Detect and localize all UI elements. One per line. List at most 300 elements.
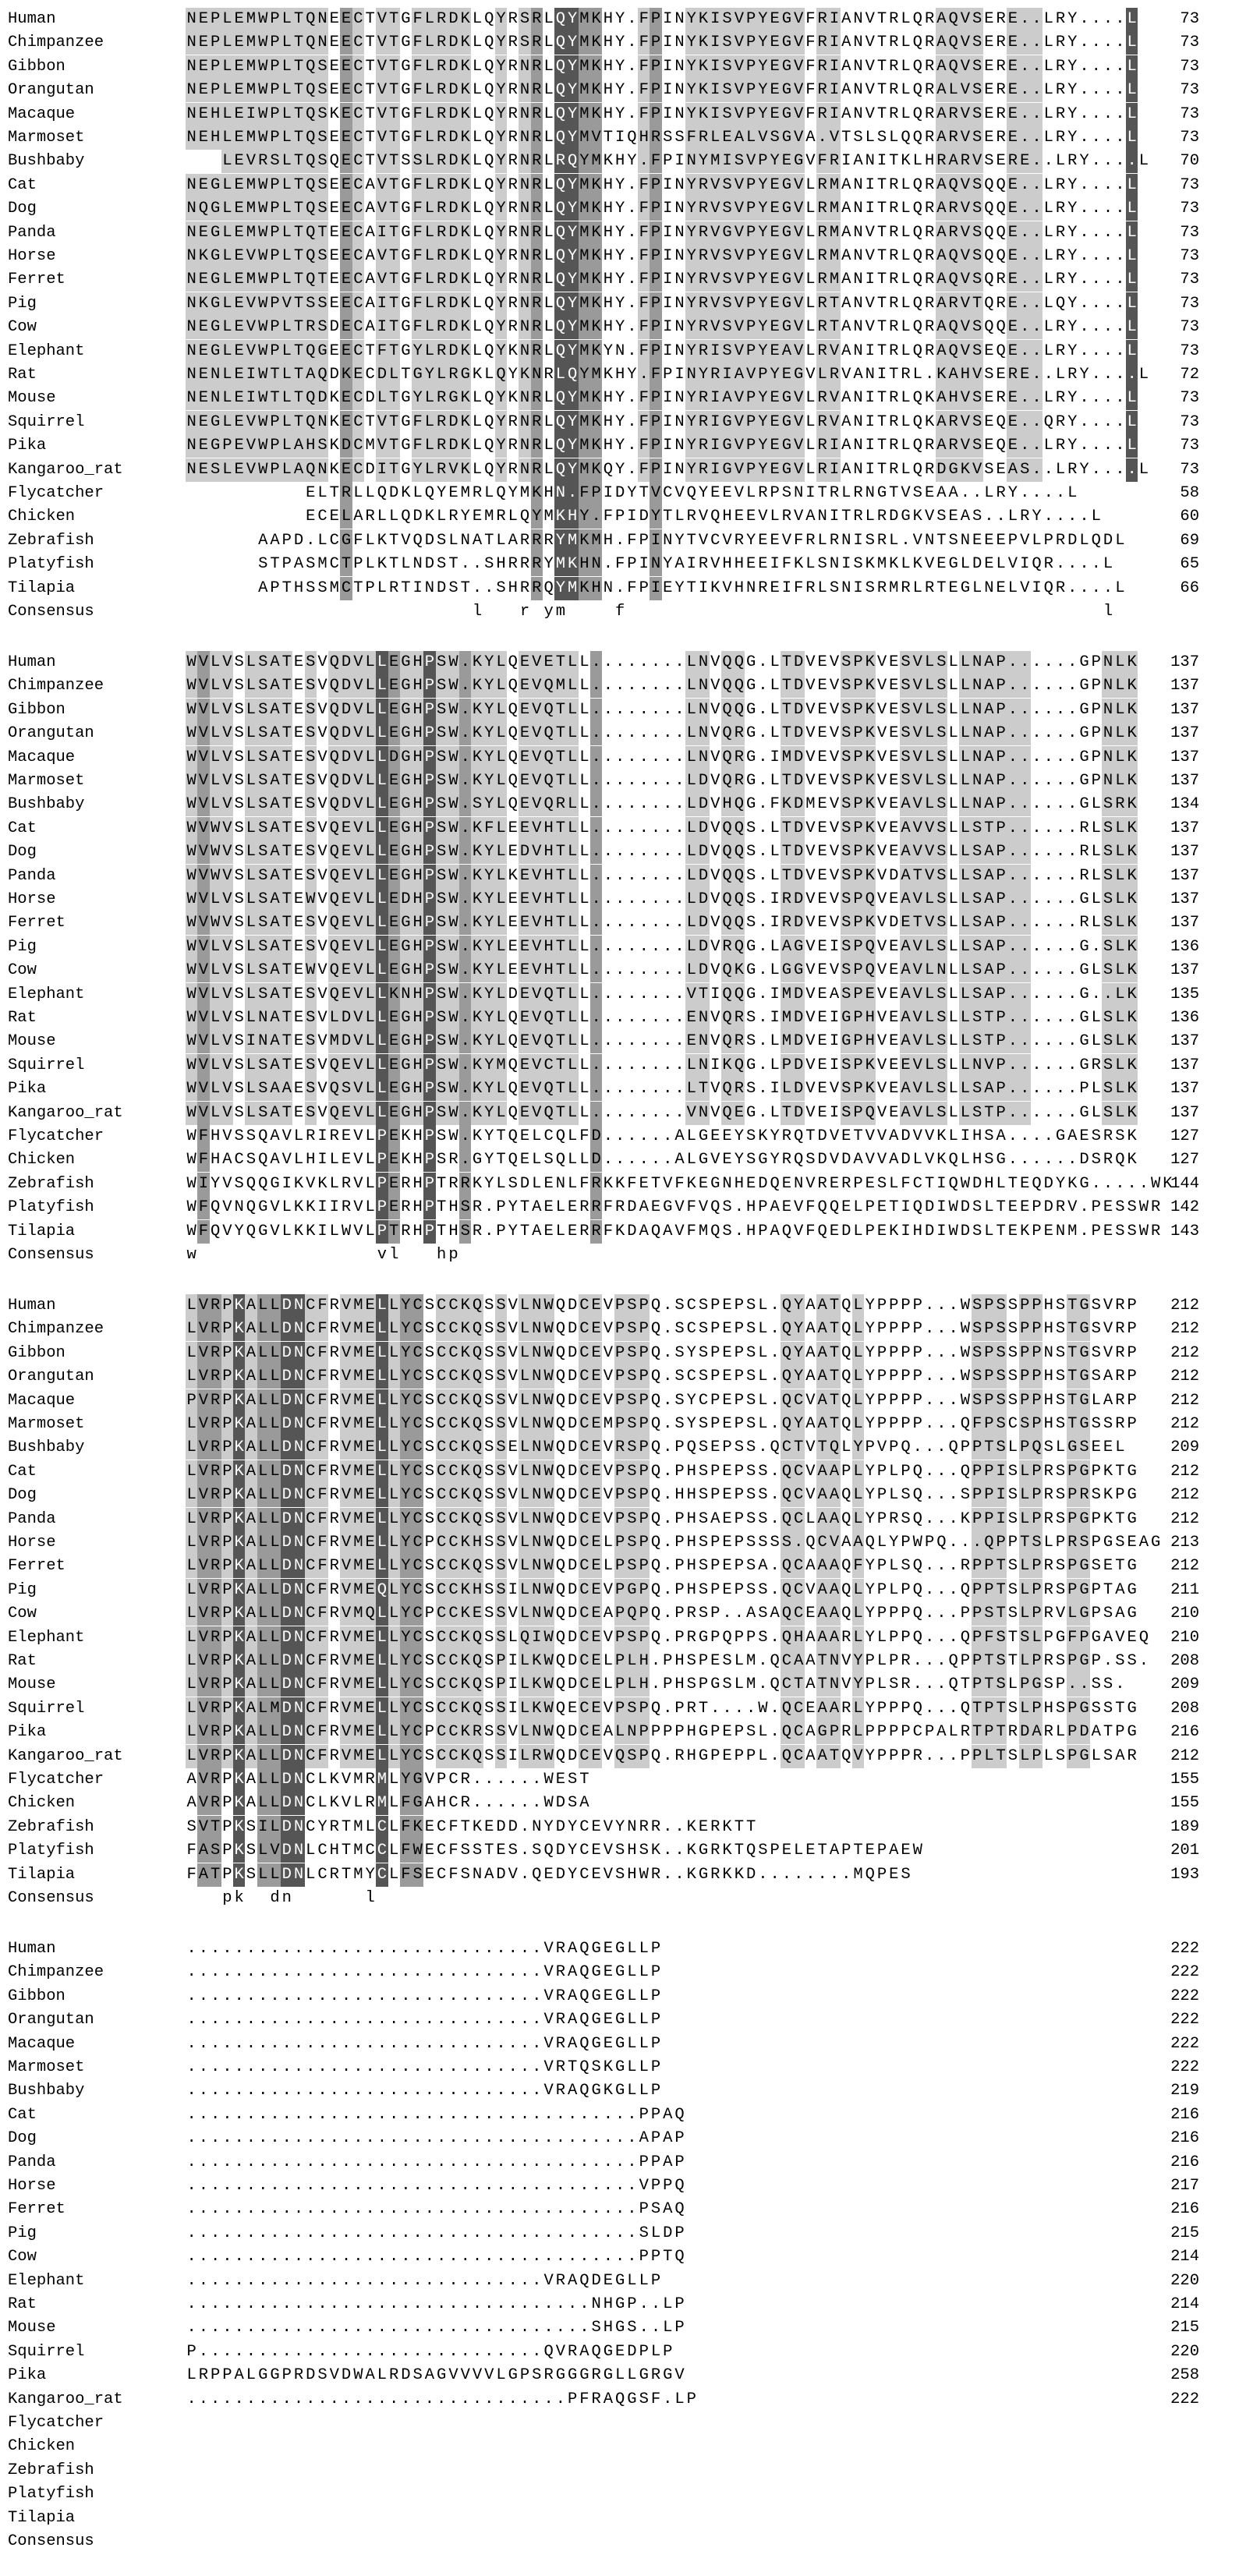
residue: E xyxy=(769,340,781,363)
residue: H xyxy=(210,103,221,126)
residue-count: 136 xyxy=(1170,1009,1199,1027)
residue: . xyxy=(1103,34,1113,52)
residue: S xyxy=(721,268,733,292)
residue: Y xyxy=(757,245,769,268)
residue: L xyxy=(221,268,233,292)
residue: Y xyxy=(865,1391,875,1410)
residue: K xyxy=(459,1436,471,1460)
residue: V xyxy=(793,340,805,363)
residue: A xyxy=(365,318,375,337)
residue: D xyxy=(340,722,352,745)
residue: L xyxy=(770,1032,780,1051)
residue: K xyxy=(293,1198,304,1217)
residue xyxy=(186,482,197,505)
residue: L xyxy=(1114,983,1126,1007)
residue: A xyxy=(841,341,851,360)
residue: V xyxy=(710,555,720,574)
residue: . xyxy=(615,1103,625,1122)
residue: S xyxy=(257,793,269,816)
residue xyxy=(281,600,292,624)
residue: G xyxy=(317,340,328,363)
residue xyxy=(959,600,971,624)
residue: V xyxy=(829,724,840,743)
residue: H xyxy=(603,437,614,455)
residue: E xyxy=(722,1391,732,1410)
residue: L xyxy=(376,840,388,864)
residue: A xyxy=(245,1294,257,1318)
residue: E xyxy=(817,985,827,1003)
residue: . xyxy=(1043,460,1053,479)
residue: A xyxy=(841,247,851,265)
sequence-residues xyxy=(186,1436,1126,1460)
residue: R xyxy=(816,387,828,410)
residue: P xyxy=(745,221,756,245)
residue: K xyxy=(579,529,590,553)
residue: N xyxy=(924,531,935,550)
residue: K xyxy=(401,484,411,502)
residue: M xyxy=(329,579,339,597)
residue: Q xyxy=(258,1174,268,1193)
residue: . xyxy=(1091,10,1101,28)
residue: S xyxy=(721,316,733,339)
residue: A xyxy=(293,555,304,574)
residue: L xyxy=(281,245,292,268)
residue: N xyxy=(817,508,827,526)
residue: L xyxy=(210,888,221,911)
residue: T xyxy=(983,817,995,840)
residue: . xyxy=(1067,1056,1078,1074)
residue: . xyxy=(1043,653,1053,671)
residue: I xyxy=(865,389,875,408)
residue: L xyxy=(1091,914,1101,932)
residue: P xyxy=(995,770,1007,793)
residue: . xyxy=(1019,746,1031,770)
residue: . xyxy=(1079,341,1089,360)
residue: P xyxy=(852,699,864,722)
residue: Y xyxy=(615,104,625,123)
residue: S xyxy=(436,722,448,745)
residue: R xyxy=(448,1151,458,1169)
residue: I xyxy=(376,316,388,339)
residue: V xyxy=(805,1080,816,1099)
residue: E xyxy=(329,200,339,218)
residue: Q xyxy=(543,983,554,1007)
residue: H xyxy=(543,888,554,911)
residue: I xyxy=(853,531,863,550)
residue: S xyxy=(424,1343,435,1362)
residue: N xyxy=(519,103,530,126)
residue: R xyxy=(889,57,899,76)
residue: . xyxy=(1043,508,1053,526)
residue: E xyxy=(1007,79,1018,102)
residue: R xyxy=(816,197,828,221)
residue: P xyxy=(1091,700,1101,719)
residue: F xyxy=(317,1342,328,1365)
residue: G xyxy=(1079,677,1089,695)
residue: E xyxy=(519,1127,530,1145)
residue: . xyxy=(650,748,661,766)
residue: Y xyxy=(495,197,507,221)
residue: T xyxy=(781,674,792,698)
residue: T xyxy=(554,1007,566,1030)
residue: S xyxy=(234,961,244,980)
residue-count: 212 xyxy=(1170,1368,1199,1386)
residue xyxy=(1067,600,1078,624)
residue: V xyxy=(912,1077,923,1101)
residue: Y xyxy=(437,484,447,502)
residue: G xyxy=(401,247,411,265)
residue: M xyxy=(579,292,590,316)
residue: Y xyxy=(400,1436,412,1460)
residue: L xyxy=(567,1054,579,1077)
residue: Q xyxy=(912,129,922,147)
residue: . xyxy=(1103,460,1113,479)
residue: R xyxy=(519,555,530,574)
residue: T xyxy=(889,1198,899,1217)
residue: S xyxy=(936,888,947,911)
residue: . xyxy=(924,1343,935,1362)
residue: Q xyxy=(947,316,959,339)
residue: G xyxy=(400,911,412,935)
residue: E xyxy=(1007,1222,1018,1240)
residue: . xyxy=(1032,484,1042,502)
residue: R xyxy=(543,531,554,550)
residue: P xyxy=(745,268,756,292)
residue: V xyxy=(317,1009,327,1027)
residue: Q xyxy=(1043,579,1053,597)
residue: R xyxy=(1079,866,1089,885)
residue: K xyxy=(590,340,602,363)
residue: L xyxy=(567,959,579,982)
residue: V xyxy=(876,914,887,932)
residue: L xyxy=(210,770,221,793)
residue: I xyxy=(829,1056,840,1074)
residue: P xyxy=(221,1484,233,1507)
residue: V xyxy=(317,866,327,885)
residue: S xyxy=(317,316,328,339)
residue: . xyxy=(1032,843,1042,862)
residue: L xyxy=(1114,888,1126,911)
residue: G xyxy=(258,1198,268,1217)
residue: S xyxy=(234,819,244,837)
residue: T xyxy=(519,1198,530,1217)
residue: Y xyxy=(615,437,625,455)
residue: P xyxy=(1032,1198,1042,1217)
residue-count: 212 xyxy=(1170,1320,1199,1339)
residue: D xyxy=(972,1174,982,1193)
sequence-row xyxy=(0,1077,1239,1101)
residue: T xyxy=(876,247,887,265)
residue: V xyxy=(865,10,875,28)
residue: . xyxy=(1079,57,1089,76)
residue: M xyxy=(590,150,602,173)
residue: C xyxy=(305,1413,317,1436)
residue: W xyxy=(186,959,197,982)
residue: Q xyxy=(543,770,554,793)
residue-count: 73 xyxy=(1180,247,1199,265)
residue: . xyxy=(627,937,637,956)
residue: M xyxy=(554,553,566,576)
residue xyxy=(936,600,947,624)
residue xyxy=(1090,600,1102,624)
residue: E xyxy=(590,1436,602,1460)
residue: T xyxy=(388,268,400,292)
residue: . xyxy=(1103,389,1113,408)
residue: S xyxy=(698,1415,709,1433)
residue: L xyxy=(1114,699,1126,722)
residue: M xyxy=(889,579,899,597)
residue: N xyxy=(531,1413,543,1436)
residue: M xyxy=(245,8,257,31)
residue: V xyxy=(912,531,922,550)
residue: P xyxy=(1007,531,1018,550)
residue: F xyxy=(686,1222,696,1240)
residue: . xyxy=(1007,722,1018,745)
species-name: Gibbon xyxy=(8,57,65,76)
residue: V xyxy=(221,746,233,770)
residue: G xyxy=(210,411,221,434)
residue: L xyxy=(817,579,827,597)
residue: Q xyxy=(471,1413,483,1436)
residue xyxy=(972,600,983,624)
residue: L xyxy=(472,247,483,265)
residue: . xyxy=(1115,341,1125,360)
residue: Q xyxy=(328,770,340,793)
residue: V xyxy=(876,866,887,885)
residue: K xyxy=(710,579,720,597)
residue: D xyxy=(448,150,459,173)
residue: K xyxy=(471,746,483,770)
residue: S xyxy=(936,1102,947,1125)
residue: P xyxy=(1127,1415,1137,1433)
residue: N xyxy=(519,458,530,482)
sequence-residues xyxy=(186,1054,1138,1077)
residue: L xyxy=(923,1054,935,1077)
residue-count: 212 xyxy=(1170,1391,1199,1410)
residue: D xyxy=(340,770,352,793)
residue: L xyxy=(805,247,816,265)
residue: Q xyxy=(555,1320,566,1339)
residue: Q xyxy=(328,746,340,770)
residue: S xyxy=(436,1077,448,1101)
residue: . xyxy=(627,1009,637,1027)
residue: E xyxy=(197,8,209,31)
residue: L xyxy=(1043,389,1053,408)
residue: Q xyxy=(305,150,317,173)
residue: D xyxy=(697,936,709,959)
residue: L xyxy=(1043,200,1053,218)
residue: K xyxy=(459,1342,471,1365)
residue: . xyxy=(627,866,637,885)
residue: V xyxy=(603,1320,614,1339)
residue: N xyxy=(972,722,983,745)
residue: G xyxy=(781,221,792,245)
residue: L xyxy=(472,81,483,100)
residue: G xyxy=(210,221,221,245)
residue: L xyxy=(685,770,697,793)
residue: . xyxy=(1079,508,1089,526)
residue: L xyxy=(543,104,554,123)
residue: . xyxy=(639,937,649,956)
residue: N xyxy=(210,363,221,387)
residue: V xyxy=(197,1030,209,1053)
residue: P xyxy=(852,817,864,840)
residue: M xyxy=(579,221,590,245)
residue: R xyxy=(996,10,1006,28)
residue: S xyxy=(1102,888,1113,911)
species-name: Chimpanzee xyxy=(8,1320,104,1339)
residue: V xyxy=(959,316,971,339)
residue: L xyxy=(959,1007,971,1030)
residue: S xyxy=(305,865,317,888)
residue: L xyxy=(579,1056,589,1074)
residue: E xyxy=(293,677,304,695)
residue: Y xyxy=(1055,1174,1066,1193)
species-name: Bushbaby xyxy=(8,152,85,171)
residue: L xyxy=(912,366,922,384)
residue: K xyxy=(471,770,483,793)
residue: Y xyxy=(1067,341,1078,360)
residue: T xyxy=(437,1198,447,1217)
residue: W xyxy=(448,840,459,864)
residue: G xyxy=(745,795,756,814)
residue: R xyxy=(448,508,458,526)
residue: . xyxy=(1055,1151,1066,1169)
sequence-row xyxy=(0,770,1239,793)
residue: S xyxy=(305,746,317,770)
residue: M xyxy=(710,150,721,173)
residue: Q xyxy=(733,865,745,888)
residue: R xyxy=(805,531,816,550)
residue: L xyxy=(423,340,435,363)
residue: S xyxy=(972,268,983,292)
residue: Q xyxy=(721,840,733,864)
residue: I xyxy=(663,247,673,265)
residue: . xyxy=(639,1032,649,1051)
residue: H xyxy=(567,505,579,529)
residue: P xyxy=(423,1077,435,1101)
residue: . xyxy=(1055,748,1066,766)
residue-count: 73 xyxy=(1180,10,1199,28)
species-name: Macaque xyxy=(8,104,76,123)
residue: L xyxy=(221,458,233,482)
residue: Q xyxy=(912,1198,922,1217)
residue: . xyxy=(674,819,685,837)
residue: I xyxy=(663,34,673,52)
residue: W xyxy=(257,79,269,102)
residue: V xyxy=(221,1054,233,1077)
residue: L xyxy=(376,865,388,888)
residue: E xyxy=(817,795,827,814)
residue: Y xyxy=(1079,460,1089,479)
residue: D xyxy=(1079,1151,1089,1169)
residue: E xyxy=(781,1198,792,1217)
residue: I xyxy=(710,79,721,102)
residue: . xyxy=(590,651,602,674)
residue: Q xyxy=(794,1127,804,1145)
residue: H xyxy=(1043,1368,1053,1386)
residue: R xyxy=(508,200,518,218)
residue: E xyxy=(233,363,245,387)
residue: A xyxy=(365,223,375,242)
residue: Y xyxy=(400,1365,412,1389)
residue: T xyxy=(340,553,352,576)
residue: P xyxy=(650,221,661,245)
residue: L xyxy=(495,959,507,982)
residue: E xyxy=(996,531,1006,550)
residue: . xyxy=(603,724,614,743)
residue: E xyxy=(817,772,827,790)
residue: S xyxy=(936,1007,947,1030)
residue: L xyxy=(281,1222,292,1240)
residue: N xyxy=(186,79,197,102)
residue: T xyxy=(697,983,709,1007)
residue: I xyxy=(770,890,780,908)
residue: Y xyxy=(554,529,566,553)
residue: R xyxy=(828,363,840,387)
residue: V xyxy=(710,819,720,837)
residue: T xyxy=(365,152,375,171)
residue: E xyxy=(889,1080,899,1099)
residue: L xyxy=(579,677,589,695)
residue: V xyxy=(221,959,233,982)
residue: E xyxy=(197,126,209,150)
residue: . xyxy=(674,748,685,766)
residue: . xyxy=(663,772,673,790)
residue: V xyxy=(710,268,721,292)
residue: Y xyxy=(865,1297,875,1315)
residue: G xyxy=(400,959,412,982)
residue: R xyxy=(889,318,899,337)
residue: . xyxy=(948,1391,958,1410)
residue: L xyxy=(579,1032,589,1051)
residue: S xyxy=(900,699,912,722)
residue: E xyxy=(984,34,994,52)
residue: L xyxy=(210,1102,221,1125)
residue: D xyxy=(340,1030,352,1053)
residue: R xyxy=(590,1220,602,1244)
residue: D xyxy=(448,340,459,363)
residue: V xyxy=(757,126,769,150)
residue: P xyxy=(650,292,661,316)
residue: S xyxy=(1091,1343,1101,1362)
residue: F xyxy=(638,292,650,316)
residue: R xyxy=(889,389,899,408)
residue: . xyxy=(758,700,768,719)
residue: S xyxy=(519,31,530,55)
residue: L xyxy=(376,674,388,698)
residue: N xyxy=(186,363,197,387)
residue: V xyxy=(733,292,745,316)
residue: R xyxy=(531,245,543,268)
residue: . xyxy=(924,1391,935,1410)
residue: P xyxy=(269,103,281,126)
residue: V xyxy=(603,1462,614,1481)
residue: Q xyxy=(484,271,494,289)
residue: R xyxy=(889,34,899,52)
residue: P xyxy=(423,1220,435,1244)
residue: L xyxy=(543,152,554,171)
residue: V xyxy=(828,126,840,150)
residue: . xyxy=(590,840,602,864)
residue: I xyxy=(781,579,792,597)
residue: L xyxy=(555,1198,566,1217)
residue: N xyxy=(186,387,197,410)
residue: V xyxy=(353,1127,363,1145)
residue: G xyxy=(781,174,792,197)
residue: E xyxy=(817,890,827,908)
residue: K xyxy=(1126,699,1138,722)
